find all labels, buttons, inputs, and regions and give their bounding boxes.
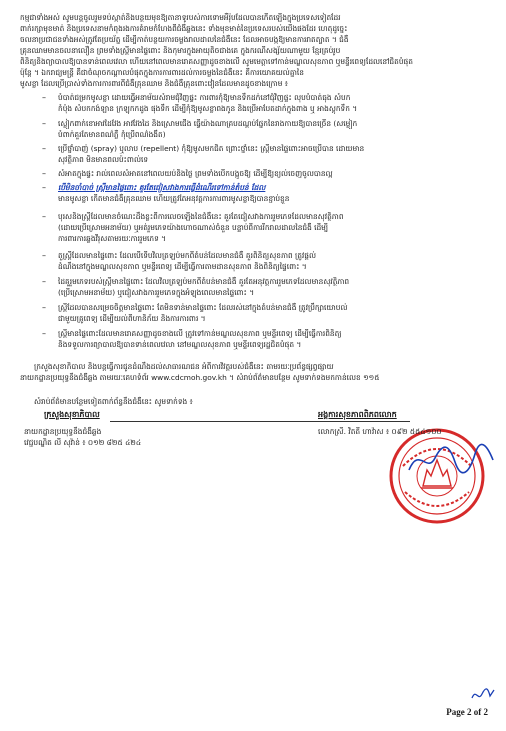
list-item-line: បុរសនិងស្ត្រីដែលមានចំណេះដឹងខ្លះពីការលេចឡើងនៃជំងឺនេះ គួរតែជៀសវាងការរួមភេទដែលមានសុវត្ថិភាព bbox=[58, 212, 344, 221]
right-signatory-title: អង្គការសុខភាពពិភពលោក bbox=[318, 410, 397, 419]
list-item-line: តួស្ត្រីដែលមានផ្ទៃពោះ ដែលបើទើបវិលត្រឡប់មកពីតំបន់ដែលមានជំងឺ គួរពិនិត្យសុខភាព ត្រូវផ្ដល់ bbox=[58, 251, 316, 260]
intro-line: មូសខ្លា ដែលប្រើប្រាស់ទាំងការការពារពីជំងឺគ្រុនឈាម និងជំងឺគ្រុនពោះវៀនដែលមានដូចខាងក្រោម ៖ bbox=[20, 79, 288, 88]
list-item-line: ដំណឹងនៅក្នុងមណ្ឌលសុខភាព ឬមន្ទីរពេទ្យ ដើម្បីធ្វើការតាមដានសុខភាព និងពិនិត្យផ្ទៃពោះ ។ bbox=[58, 262, 307, 271]
bullet-marker: – bbox=[42, 119, 46, 128]
list-item-line: (ប្រើស្រោមអនាម័យ) ឬជៀសវាងការរួមភេទក្នុងអំឡុងពេលមានផ្ទៃពោះ ។ bbox=[58, 288, 255, 297]
bullet-marker: – bbox=[42, 93, 46, 102]
bullet-marker: – bbox=[42, 144, 46, 153]
bullet-marker: – bbox=[42, 329, 46, 338]
bullet-marker: – bbox=[42, 303, 46, 312]
bullet-marker: – bbox=[42, 183, 46, 192]
list-item-line: បំពាក់គួរតែមានពណ៌ភ្លឺ កុំប្រើពណ៌ងងឹត) bbox=[58, 130, 166, 139]
divider bbox=[110, 421, 410, 422]
closing-line: ក្រសួងសុខាភិបាល និងបន្តធ្វើការជូនដំណឹងដល់សាធារណជន អំពីការវិវត្តរបស់ជំងឺនេះ តាមរយៈប្រព័ន្ធផ្សព្វផ្សាយ bbox=[34, 362, 334, 371]
highlighted-warning-line: បើមិនចាំបាច់ ស្ត្រីមានផ្ទៃពោះ គួរតែជៀសវាងការធ្វើដំណើរទៅកាន់តំបន់ ដែល bbox=[58, 183, 266, 192]
intro-line: ប៉ុន្តែ ។ ឯករាជ្យមន្ត្រី គឺជាចំណុចកណ្តាលបំផុតក្នុងការការពារដល់ការចម្លងនៃជំងឺនេះ គឺការយោគយល់គ្នានៃ bbox=[20, 68, 304, 77]
list-item-line: (ដោយប្រើស្រោមអនាម័យ) ឬអត់រួមភេទយ៉ាងហោចណាស់ចំនួន បន្ទាប់ពីការរីករាលដាលនៃជំងឺ ដើម្បី bbox=[58, 223, 329, 232]
left-signatory-contact: វេជ្ជបណ្ឌិត លី សុវ៉ាន់ ៖ ០១២ ៨២៥ ៤២៤ bbox=[24, 438, 142, 447]
closing-line-with-website: នាយកដ្ឋានប្រយុទ្ធនឹងជំងឺឆ្លង តាមរយៈគេហទំព័រ www.cdcmoh.gov.kh ។ សំរាប់ព័ត៌មានបន្ថែម សូមទាក់ទងមកកាន់លេខ ១១៥ bbox=[20, 373, 380, 382]
list-item-line: ប្រើថ្នាំបាញ់ (spray) ឬលាប (repellent) កុំឱ្យមូសមកជិត ព្រោះថ្នាំនេះ ស្ត្រីមានផ្ទៃពោះអាចប្រើបាន ដោយមាន bbox=[58, 144, 365, 153]
intro-line: ពិនិត្យនិងព្យាបាលឱ្យបានទាន់ពេលវេលា ហើយនៅពេលមានរោគសញ្ញាដូចខាងលើ សូមមេត្តាទៅកាន់មណ្ឌលសុខភាព ឬមន្ទីរពេទ្យដែលនៅជិតបំផុត bbox=[20, 57, 413, 66]
intro-line: គ្រុនឈាមមានចលនាលឿន ព្រមទាំងស្ដ្រីមានផ្ទៃពោះ និងកុមារក្នុងអាយុតិចជាងគេ ក្នុងករណីសង្ស័យណាមួយ ខ្មែរគ្រប់រូប bbox=[20, 46, 341, 55]
right-signatory-contact: លោកស្រី. វិតតី ហាវ៉ាស ៖ ០៩២ ៥៥៤១០០ bbox=[318, 427, 442, 436]
intro-line: កម្មជាទាំងអស់ សូមបន្តចូលរួមទប់ស្កាត់និងបន្ថយមុខឱ្យតានាទូរបស់ការទោមអឺរ៉ុបដែលបានកើតឡើងក្នុងប្រទេសទៀតដែរ bbox=[20, 13, 341, 22]
list-item-line: សុវត្ថិភាព មិនមានពលប៉ះពាល់ទេ bbox=[58, 155, 149, 164]
list-item-line: ការពារការឆ្លងវីរុសតាមរយៈការរួមភេទ ។ bbox=[58, 234, 166, 243]
left-signatory-dept: នាយកដ្ឋានប្រយុទ្ធនឹងជំងឺឆ្លង bbox=[24, 427, 102, 436]
bullet-marker: – bbox=[42, 212, 46, 221]
list-item-line: ស្ត្រីដែលបានសម្រេចចិត្តមានផ្ទៃពោះ តែមិនទាន់មានផ្ទៃពោះ ដែលរស់នៅក្នុងតំបន់មានជំងឺ ត្រូវប្រឹក្សាយោបល់ bbox=[58, 303, 348, 312]
intro-line: ពាក់រក្សាមុខមាត់ និងប្រទេសនាមកំពុងរងការគំរាមកំហែងពីជំងឺឆ្លងនេះ ទាំងមុខមាត់នៃប្រទេសរបស់យើងផងដែរ ហេតុដូច្នេះ bbox=[20, 24, 348, 33]
list-item-line: មានមូសខ្លា កើតមានជំងឺគ្រុនឈាម ហើយត្រូវតែអនុវត្តការការពារមូសខ្លាឱ្យបានខ្ជាប់ខ្ជួន bbox=[58, 194, 290, 203]
list-item-line: បំបាត់ជម្រកមូសខ្លា ដោយធ្វើអនាម័យសំរាមជុំវិញផ្ទះ ការពារកុំឱ្យមានទឹកដក់នៅជុំវិញផ្ទះ លុបបំបាត់ធុង សំបក bbox=[58, 93, 351, 102]
list-item-line: ស្ត្រីមានផ្ទៃពោះដែលមានរោគសញ្ញាដូចខាងលើ ត្រូវទៅកាន់មណ្ឌលសុខភាព ឬមន្ទីរពេទ្យ ដើម្បីធ្វើការពិនិត្យ bbox=[58, 329, 342, 338]
initials-mark bbox=[470, 686, 496, 704]
list-item-line: ជាមួយគ្រូពេទ្យ ដើម្បីយល់ពីហានិភ័យ និងការការពារ ។ bbox=[58, 314, 206, 323]
list-item-line: និងទទួលការព្យាបាលឱ្យបានទាន់ពេលវេលា នៅមណ្ឌលសុខភាព ឬមន្ទីរពេទ្យរដ្ឋជិតបំផុត ។ bbox=[58, 340, 302, 349]
bullet-marker: – bbox=[42, 169, 46, 178]
list-item-line: ដៃគូរួមភេទរបស់ស្ត្រីមានផ្ទៃពោះ ដែលវិលត្រឡប់មកពីតំបន់មានជំងឺ គួរតែអនុវត្តការរួមភេទដែលមានសុវត្ថិភាព bbox=[58, 277, 350, 286]
bullet-marker: – bbox=[42, 251, 46, 260]
list-item-line: កំប៉ុង សំបកកង់ឡាន ក្រឡុកកដូង ផុងទឹក ដើម្បីកុំឱ្យមូសខ្លាពងកូន និងប្រើអាបែតដាក់ក្នុងពាង ឬ អាងស្តុកទឹក ។ bbox=[58, 104, 358, 113]
left-signatory-title: ក្រសួងសុខាភិបាល bbox=[44, 410, 100, 419]
list-item-line: ស្លៀកពាក់ខោអាវដៃវែង អាវវែងដៃ និងស្រោមជើង ធ្វើយ៉ាងណាគ្របដណ្តប់ផ្នែកនៃរាងកាយឱ្យបានច្រើន (សម្លៀក bbox=[58, 119, 358, 128]
list-item-line: សំអាតក្នុងផ្ទះ រាល់ពេលសំអាតនៅពេលយប់និងថ្ងៃ ព្រមទាំងបើកបង្អួចឱ្យ ដើម្បីឱ្យខ្យល់ចេញចូលបានល្អ bbox=[58, 169, 333, 178]
page-number: Page 2 of 2 bbox=[446, 707, 488, 717]
bullet-marker: – bbox=[42, 277, 46, 286]
intro-line: ចលនាប្រជាជនទាំងអស់ត្រូវតែប្រយ័ត្ន ដើម្បីកាត់បន្ថយការចម្លងរាលដាលនៃជំងឺនេះ ដែលអាចបង្កឱ្យមានការរាតត្បាត ។ ជំងឺ bbox=[20, 35, 349, 44]
contact-intro: សំរាប់ព័ត៌មានបន្ថែមទៀតពាក់ព័ន្ធនឹងជំងឺនេះ សូមទាក់ទង ៖ bbox=[34, 397, 193, 406]
handwritten-signature bbox=[405, 440, 495, 480]
